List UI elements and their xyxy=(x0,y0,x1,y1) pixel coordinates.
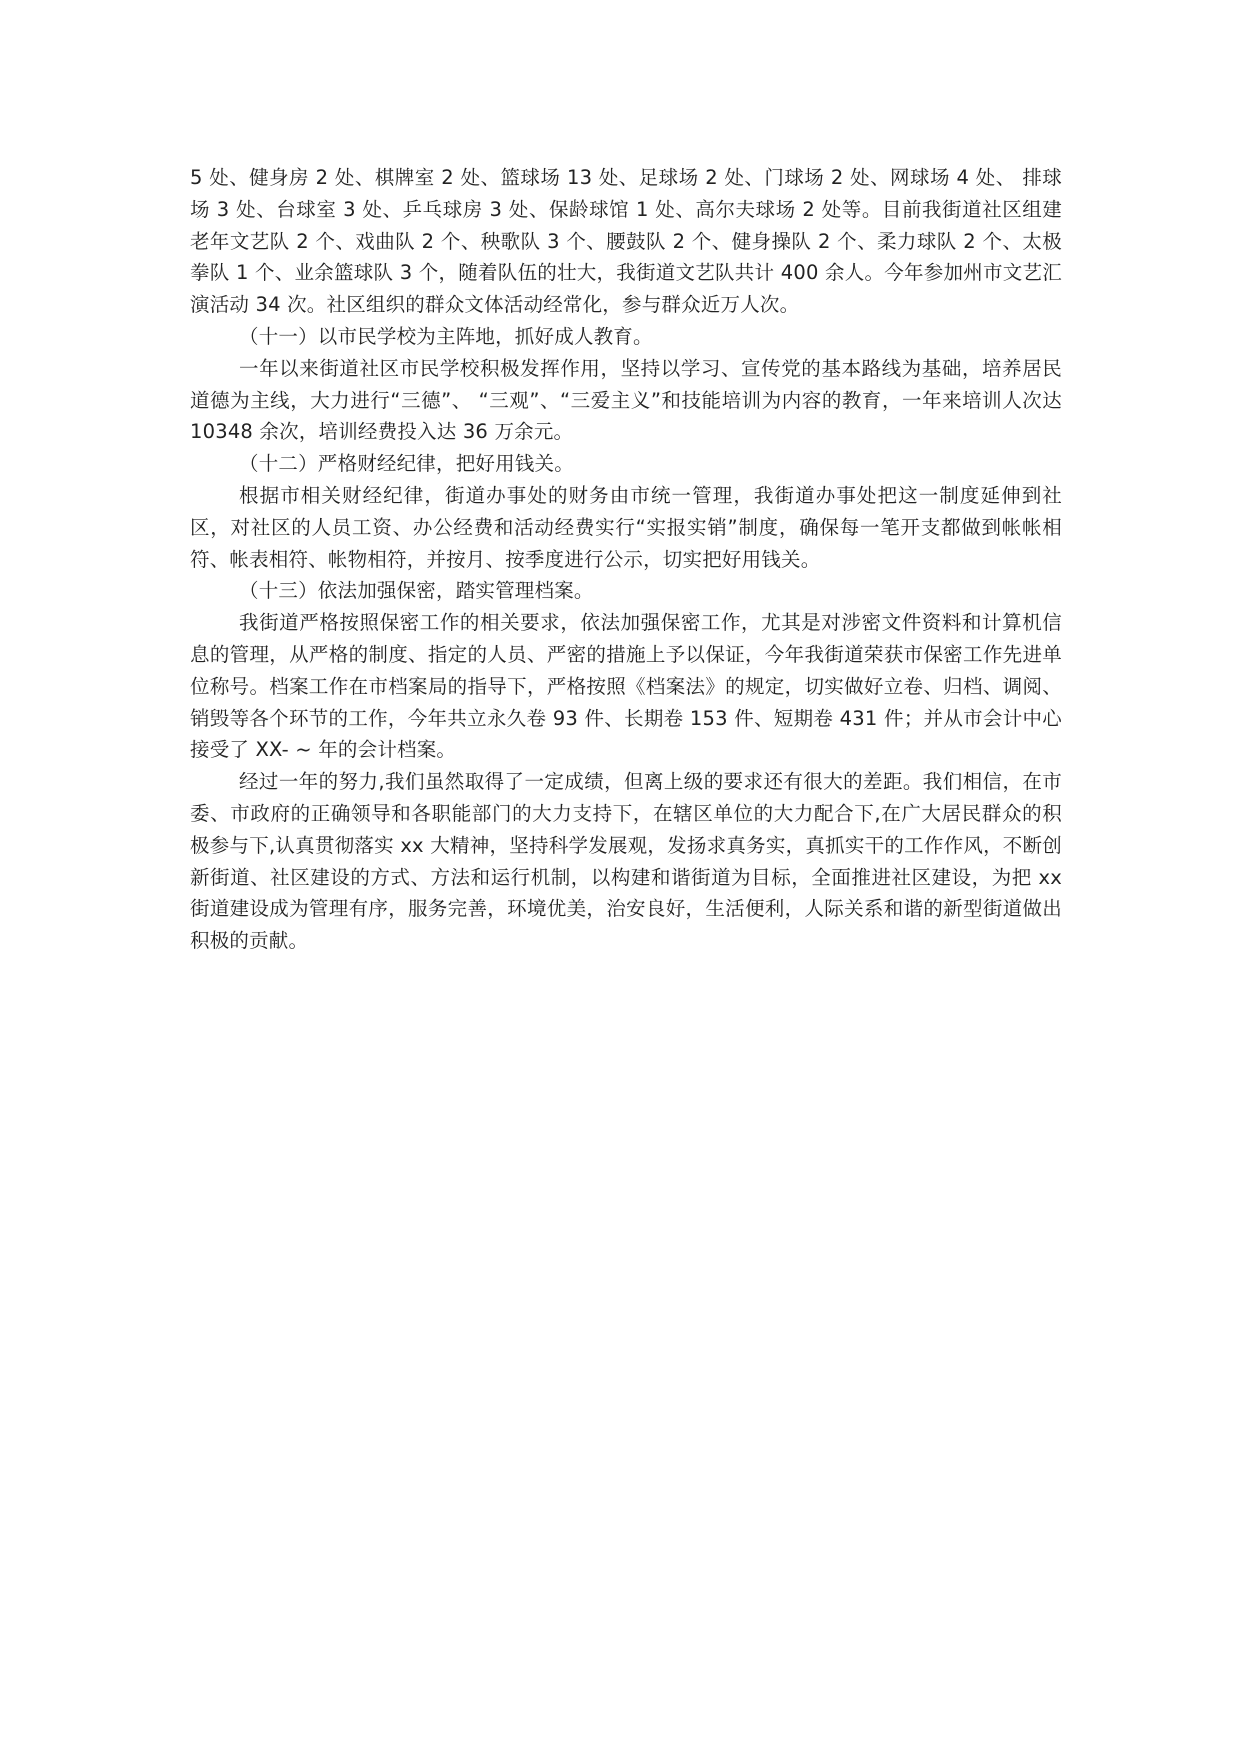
paragraph-facilities: 5 处、健身房 2 处、棋牌室 2 处、篮球场 13 处、足球场 2 处、门球场 2 处、网球场 4 处、 排球场 3 处、台球室 3 处、乒乓球房 3 处、保龄球馆 1 处、高尔夫球场 2 处等。目前我街道社区组建老年文艺队 2 个、戏曲队 2 个、秧歌队 3 个、腰鼓队 2 个、健身操队 2 个、柔力球队 2 个、太极拳队 1 个、业余篮球队 3 个，随着队伍的壮大，我街道文艺队共计 400 余人。今年参加州市文艺汇演活动 34 次。社区组织的群众文体活动经常化，参与群众近万人次。 xyxy=(190,166,1062,317)
document-body xyxy=(190,162,1062,957)
section-heading-12: （十二）严格财经纪律，把好用钱关。 xyxy=(239,452,574,476)
section-heading-13: （十三）依法加强保密，踏实管理档案。 xyxy=(239,579,594,603)
paragraph-archives: 我街道严格按照保密工作的相关要求，依法加强保密工作，尤其是对涉密文件资料和计算机信息的管理，从严格的制度、指定的人员、严密的措施上予以保证，今年我街道荣获市保密工作先进单位称号。档案工作在市档案局的指导下，严格按照《档案法》的规定，切实做好立卷、归档、调阅、销毁等各个环节的工作，今年共立永久卷 93 件、长期卷 153 件、短期卷 431 件；并从市会计中心接受了 XX- ~ 年的会计档案。 xyxy=(190,611,1062,762)
section-heading-11: （十一）以市民学校为主阵地，抓好成人教育。 xyxy=(239,324,653,348)
paragraph-adult-education: 一年以来街道社区市民学校积极发挥作用，坚持以学习、宣传党的基本路线为基础，培养居民道德为主线，大力进行“三德”、 “三观”、“三爱主义”和技能培训为内容的教育，一年来培训人次达 10348 余次，培训经费投入达 36 万余元。 xyxy=(190,356,1062,444)
paragraph-finance: 根据市相关财经纪律，街道办事处的财务由市统一管理，我街道办事处把这一制度延伸到社区，对社区的人员工资、办公经费和活动经费实行“实报实销”制度，确保每一笔开支都做到帐帐相符、帐表相符、帐物相符，并按月、按季度进行公示，切实把好用钱关。 xyxy=(190,483,1062,571)
paragraph-conclusion: 经过一年的努力,我们虽然取得了一定成绩，但离上级的要求还有很大的差距。我们相信，在市委、市政府的正确领导和各职能部门的大力支持下，在辖区单位的大力配合下,在广大居民群众的积极参与下,认真贯彻落实 xx 大精神，坚持科学发展观，发扬求真务实，真抓实干的工作作风，不断创新街道、社区建设的方式、方法和运行机制，以构建和谐街道为目标，全面推进社区建设，为把 xx 街道建设成为管理有序，服务完善，环境优美，治安良好，生活便利，人际关系和谐的新型街道做出积极的贡献。 xyxy=(190,770,1062,953)
